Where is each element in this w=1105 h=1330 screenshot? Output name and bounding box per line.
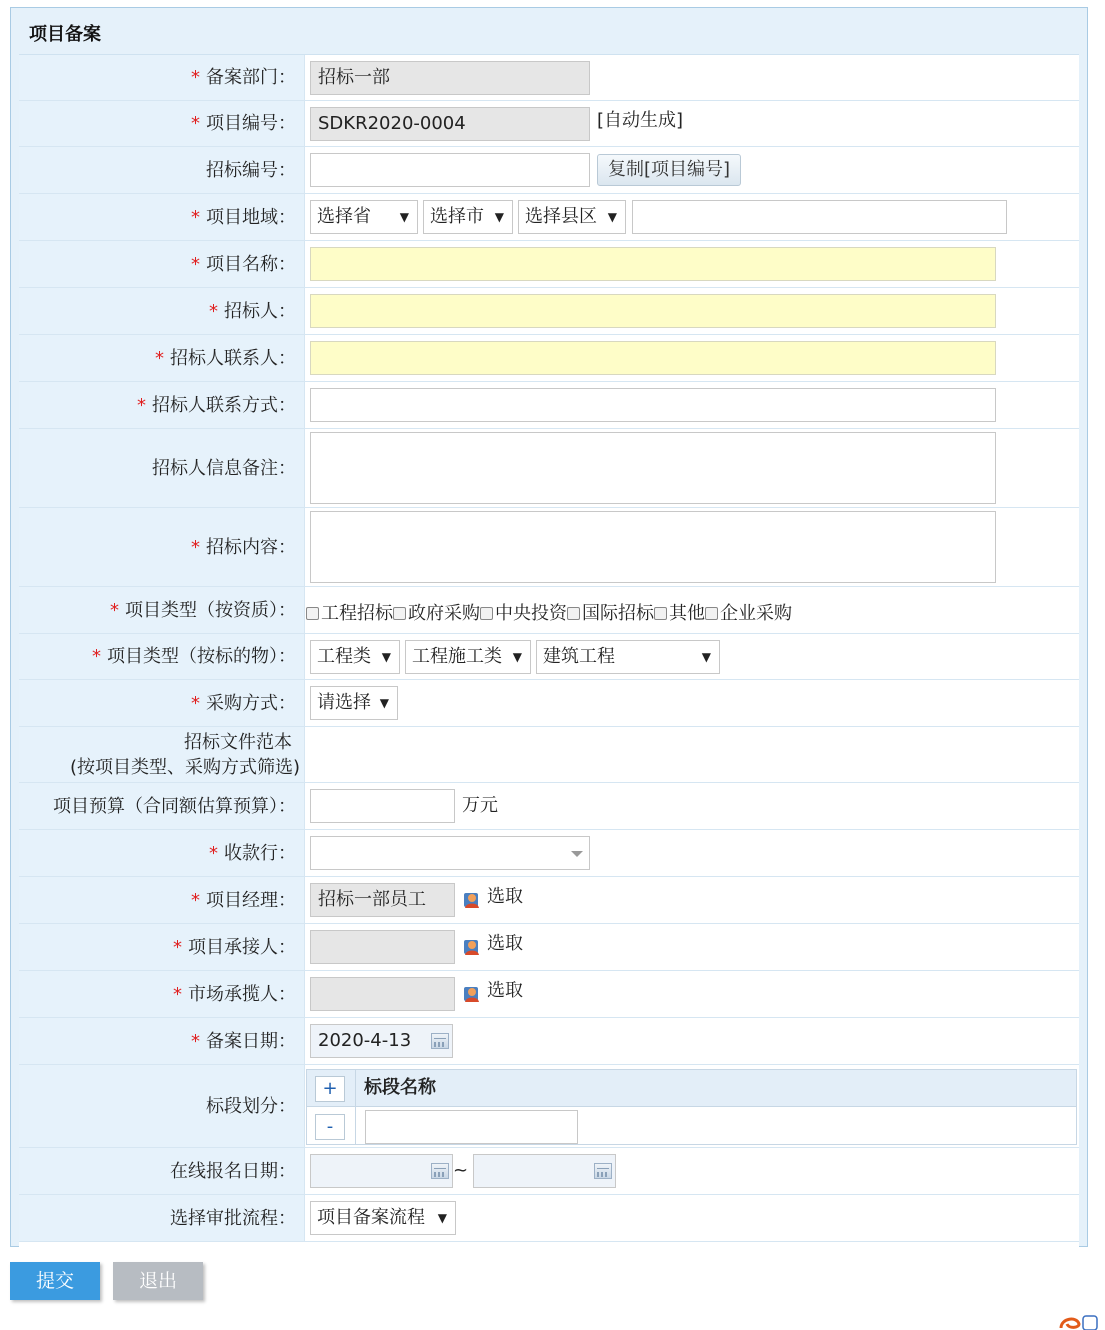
tenderer-note-textarea[interactable]	[310, 432, 996, 504]
approval-select[interactable]: 项目备案流程 ▼	[310, 1201, 456, 1235]
template-label: 招标文件范本 (按项目类型、采购方式筛选)	[19, 727, 305, 782]
row-purchase-method	[19, 680, 1079, 727]
undertaker-label: * 项目承接人：	[19, 924, 305, 970]
bank-label: * 收款行：	[19, 830, 305, 876]
budget-unit: 万元	[462, 795, 498, 816]
calendar-icon[interactable]	[431, 1163, 449, 1179]
row-type-object	[19, 634, 1079, 680]
project-name-input[interactable]	[310, 247, 996, 281]
province-select[interactable]: 选择省 ▼	[310, 200, 418, 234]
row-content	[19, 508, 1079, 587]
row-online-signup	[19, 1148, 1079, 1195]
tenderer-input[interactable]	[310, 294, 996, 328]
bid-no-label: 招标编号：	[19, 147, 305, 193]
checkbox-government[interactable]: 政府采购	[393, 603, 480, 624]
row-region	[19, 194, 1079, 241]
row-dept	[19, 55, 1079, 101]
tenderer-contact-label: * 招标人联系人：	[19, 335, 305, 381]
row-tenderer-contact	[19, 335, 1079, 382]
copy-project-no-button[interactable]: 复制[项目编号]	[597, 154, 741, 186]
checkbox-international[interactable]: 国际招标	[567, 603, 654, 624]
submit-button[interactable]: 提交	[10, 1262, 100, 1300]
bank-combobox[interactable]	[310, 836, 590, 870]
undertaker-pick-link[interactable]: 选取	[487, 933, 523, 954]
tenderer-phone-input[interactable]	[310, 388, 996, 422]
row-undertaker	[19, 924, 1079, 971]
section-name-column: 标段名称	[364, 1077, 436, 1098]
type-quality-label: * 项目类型（按资质）：	[19, 587, 305, 633]
region-label: * 项目地域：	[19, 194, 305, 240]
tenderer-contact-input[interactable]	[310, 341, 996, 375]
remove-section-button[interactable]: -	[315, 1114, 345, 1140]
exit-button[interactable]: 退出	[113, 1262, 203, 1300]
signup-to-input[interactable]	[473, 1154, 616, 1188]
dept-label: * 备案部门：	[19, 55, 305, 100]
form-footer-spacer	[19, 1242, 1079, 1256]
auto-generate-note: [自动生成]	[597, 110, 684, 131]
project-record-panel	[10, 7, 1088, 1247]
type-object-label: * 项目类型（按标的物）：	[19, 634, 305, 679]
checkbox-engineering[interactable]: 工程招标	[306, 603, 393, 624]
record-date-label: * 备案日期：	[19, 1018, 305, 1064]
row-bid-no	[19, 147, 1079, 194]
purchase-method-select[interactable]: 请选择 ▼	[310, 686, 398, 720]
project-no-label: * 项目编号：	[19, 101, 305, 146]
type-object-cat1-select[interactable]: 工程类 ▼	[310, 640, 400, 674]
type-object-cat2-select[interactable]: 工程施工类 ▼	[405, 640, 531, 674]
county-select[interactable]: 选择县区 ▼	[518, 200, 626, 234]
checkbox-enterprise[interactable]: 企业采购	[705, 603, 792, 624]
row-sections	[19, 1065, 1079, 1148]
tenderer-phone-label: * 招标人联系方式：	[19, 382, 305, 428]
city-select[interactable]: 选择市 ▼	[423, 200, 513, 234]
row-bank	[19, 830, 1079, 877]
row-tenderer	[19, 288, 1079, 335]
calendar-icon[interactable]	[431, 1033, 449, 1049]
project-name-label: * 项目名称：	[19, 241, 305, 287]
region-detail-input[interactable]	[632, 200, 1007, 234]
section-name-input[interactable]	[365, 1110, 578, 1144]
user-pick-icon[interactable]	[462, 890, 482, 910]
dept-field: 招标一部	[310, 61, 590, 95]
row-project-name	[19, 241, 1079, 288]
add-section-button[interactable]: +	[315, 1076, 345, 1102]
marketer-pick-link[interactable]: 选取	[487, 980, 523, 1001]
sections-table	[306, 1069, 1077, 1145]
bid-no-input[interactable]	[310, 153, 590, 187]
row-record-date	[19, 1018, 1079, 1065]
row-project-no	[19, 101, 1079, 147]
tenderer-note-label: 招标人信息备注：	[19, 429, 305, 507]
record-date-input[interactable]: 2020-4-13	[310, 1024, 453, 1058]
sections-label: 标段划分：	[19, 1065, 305, 1147]
type-object-cat3-select[interactable]: 建筑工程 ▼	[536, 640, 720, 674]
row-manager	[19, 877, 1079, 924]
checkbox-other[interactable]: 其他	[654, 603, 705, 624]
row-template	[19, 727, 1079, 783]
user-pick-icon[interactable]	[462, 984, 482, 1004]
content-textarea[interactable]	[310, 511, 996, 583]
checkbox-central[interactable]: 中央投资	[480, 603, 567, 624]
row-tenderer-phone	[19, 382, 1079, 429]
calendar-icon[interactable]	[594, 1163, 612, 1179]
row-tenderer-note	[19, 429, 1079, 508]
budget-label: 项目预算（合同额估算预算）：	[19, 783, 305, 829]
row-marketer	[19, 971, 1079, 1018]
marketer-label: * 市场承揽人：	[19, 971, 305, 1017]
approval-label: 选择审批流程：	[19, 1195, 305, 1241]
ime-indicator-icon	[1055, 1312, 1105, 1330]
row-budget	[19, 783, 1079, 830]
tenderer-label: * 招标人：	[19, 288, 305, 334]
online-signup-label: 在线报名日期：	[19, 1148, 305, 1194]
manager-label: * 项目经理：	[19, 877, 305, 923]
chevron-down-icon	[571, 851, 583, 857]
marketer-field	[310, 977, 455, 1011]
manager-field: 招标一部员工	[310, 883, 455, 917]
date-range-separator: ~	[453, 1160, 469, 1181]
budget-input[interactable]	[310, 789, 455, 823]
panel-title: 项目备案	[29, 24, 101, 45]
row-type-quality	[19, 587, 1079, 634]
row-approval	[19, 1195, 1079, 1242]
user-pick-icon[interactable]	[462, 937, 482, 957]
project-record-form	[19, 54, 1079, 1256]
sections-table-header	[307, 1070, 1076, 1107]
type-quality-checkbox-group	[306, 599, 792, 625]
purchase-method-label: * 采购方式：	[19, 680, 305, 726]
project-no-field: SDKR2020-0004	[310, 107, 590, 141]
undertaker-field	[310, 930, 455, 964]
manager-pick-link[interactable]: 选取	[487, 886, 523, 907]
content-label: * 招标内容：	[19, 508, 305, 586]
signup-from-input[interactable]	[310, 1154, 453, 1188]
